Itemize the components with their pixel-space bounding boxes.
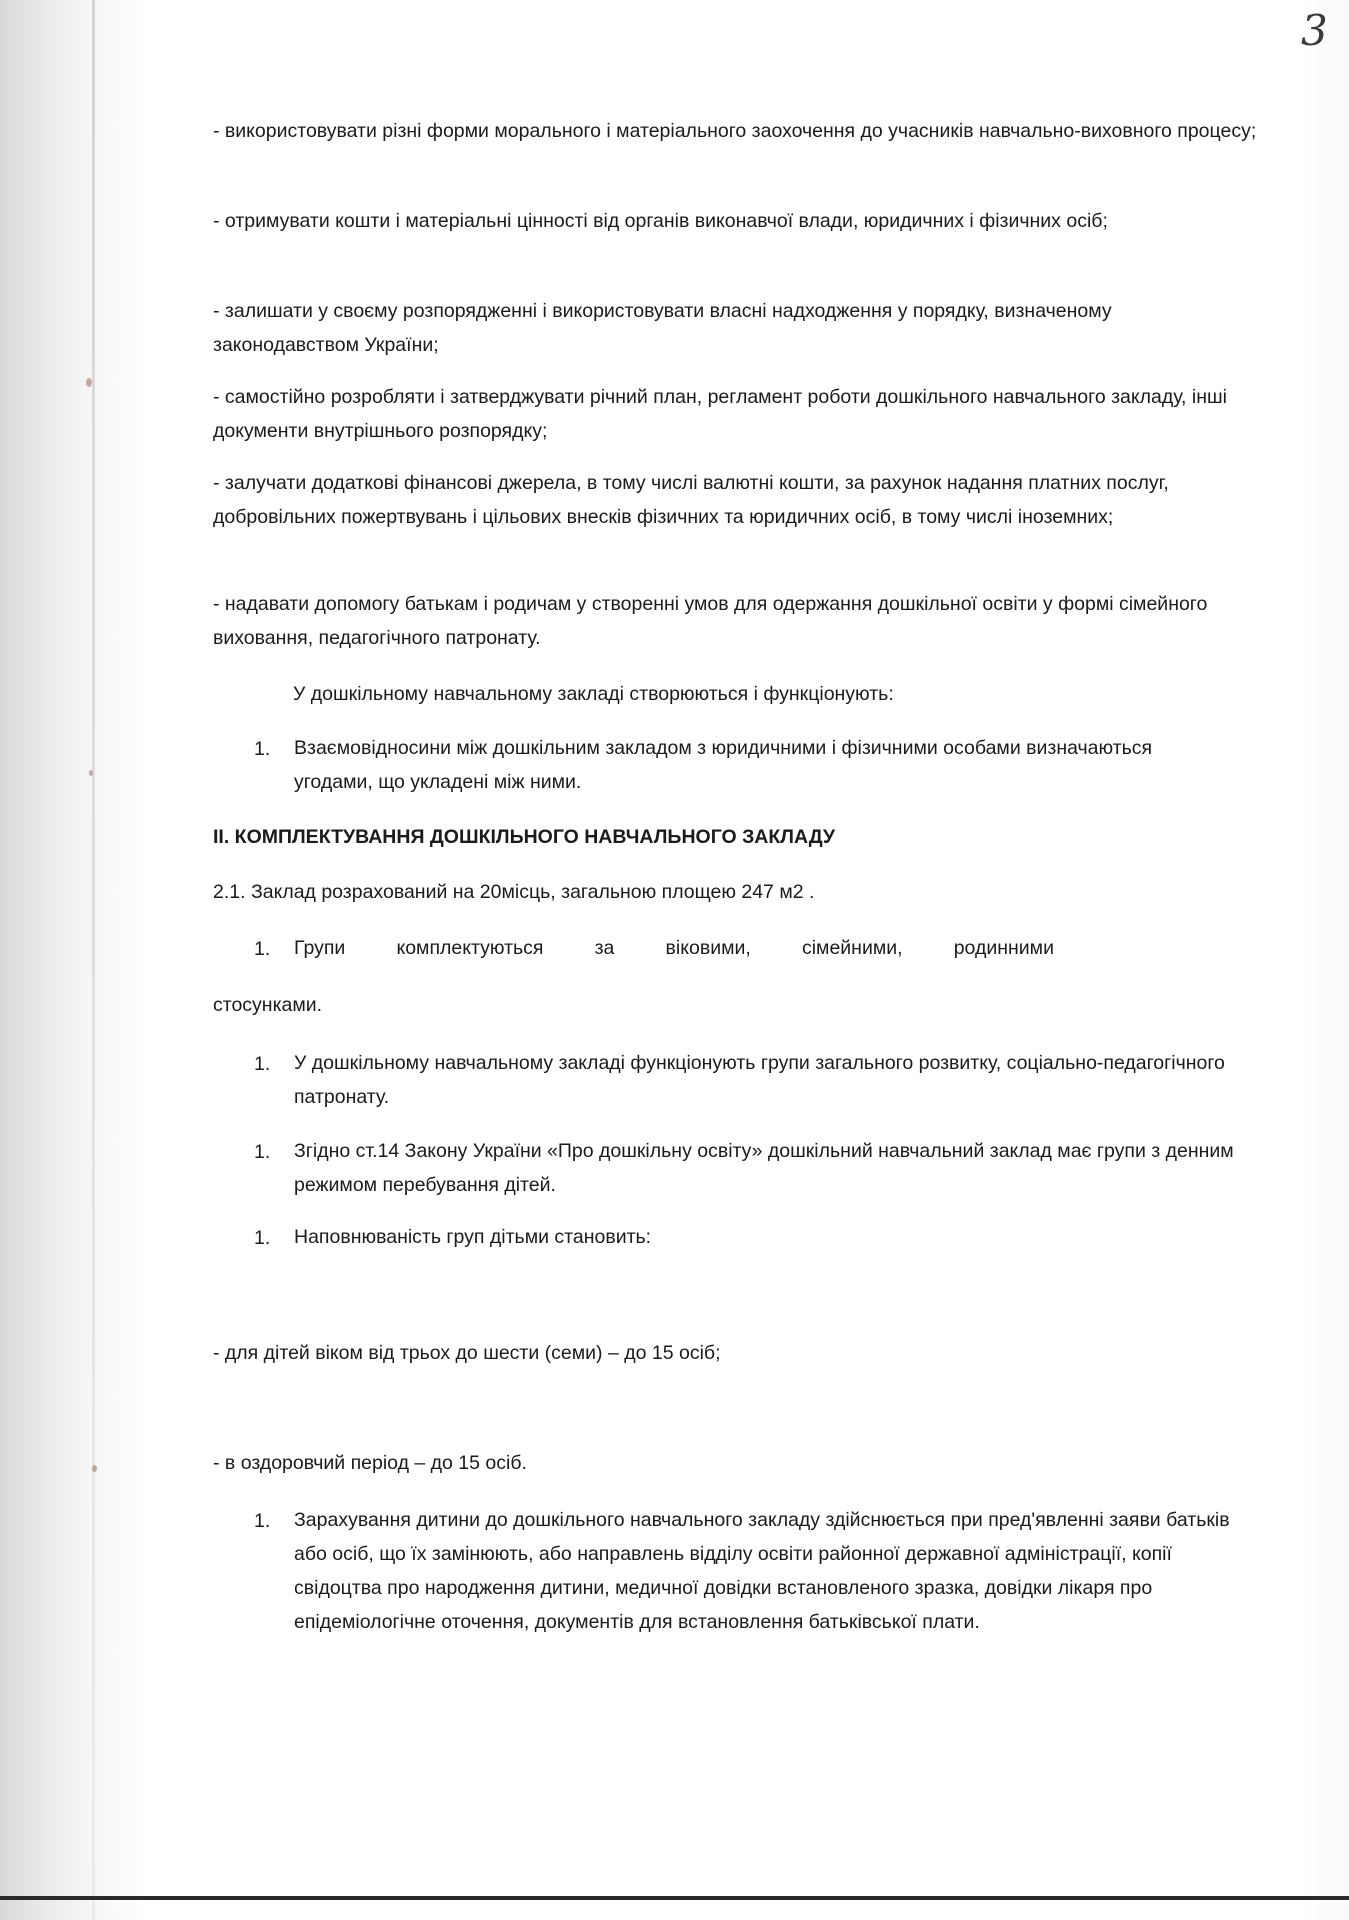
- section-heading: II. КОМПЛЕКТУВАННЯ ДОШКІЛЬНОГО НАВЧАЛЬНОГО ЗАКЛАДУ: [213, 826, 836, 848]
- age-limit-line: - для дітей віком від трьох до шести (семи) – до 15 осіб;: [213, 1342, 721, 1364]
- list-item-intro-1: - використовувати різні форми морального і матеріального заохочення до учасників навчально-виховного процесу;: [213, 120, 1257, 142]
- list-item-intro-5: - залучати додаткові фінансові джерела, в тому числі валютні кошти, за рахунок надання платних послуг, добровільних пожертвувань і цільових внесків фізичних та юридичних осіб, в тому числі іноземних;: [213, 472, 1169, 528]
- groups-word: Групи: [294, 937, 346, 959]
- scan-bottom-edge: [0, 1896, 1349, 1900]
- created-functioning-line: У дошкільному навчальному закладі створюються і функціонують:: [293, 683, 894, 705]
- list-item-intro-3: - залишати у своєму розпорядженні і використовувати власні надходження у порядку, визначеному законодавством України;: [213, 300, 1112, 356]
- page-fold-shadow: [92, 0, 95, 1920]
- binding-hole-mark: [89, 770, 93, 776]
- groups-word: комплектуються: [396, 937, 544, 959]
- binding-hole-mark: [86, 378, 92, 387]
- functioning-item: У дошкільному навчальному закладі функціонують групи загального розвитку, соціально-педагогічного патронату.: [294, 1052, 1225, 1108]
- groups-word: сімейними,: [801, 937, 903, 959]
- groups-word: віковими,: [665, 937, 751, 959]
- list-item-intro-4: - самостійно розробляти і затверджувати річний план, регламент роботи дошкільного навчального закладу, інші документи внутрішнього розпорядку;: [213, 386, 1227, 442]
- item-number: 1.: [254, 1227, 271, 1249]
- capacity-line: 2.1. Заклад розрахований на 20місць, загальною площею 247 м2 .: [213, 881, 815, 903]
- enrollment-item: Зарахування дитини до дошкільного навчального закладу здійснюється при пред'явленні заяви батьків або осіб, що їх замінюють, або направлень відділу освіти районної державної адміністрації, копії свідоцтва про народження дитини, медичної довідки встановленого зразка, довідки лікаря про епідеміологічне оточення, документів для встановлення батьківської плати.: [294, 1509, 1230, 1633]
- groups-item: [294, 931, 1054, 965]
- groups-word: за: [594, 937, 615, 959]
- groups-word: родинними: [953, 937, 1054, 959]
- item-number: 1.: [254, 1510, 271, 1532]
- health-period-line: - в оздоровчий період – до 15 осіб.: [213, 1452, 527, 1474]
- law-item: Згідно ст.14 Закону України «Про дошкільну освіту» дошкільний навчальний заклад має групи з денним режимом перебування дітей.: [294, 1140, 1234, 1196]
- binding-hole-mark: [92, 1465, 97, 1472]
- groups-continuation: стосунками.: [213, 994, 323, 1016]
- item-number: 1.: [254, 938, 271, 960]
- item-number: 1.: [254, 1141, 271, 1163]
- item-number: 1.: [254, 1053, 271, 1075]
- list-item-intro-6: - надавати допомогу батькам і родичам у створенні умов для одержання дошкільної освіти у формі сімейного виховання, педагогічного патронату.: [213, 593, 1208, 649]
- relations-item: Взаємовідносини між дошкільним закладом з юридичними і фізичними особами визначаються угодами, що укладені між ними.: [294, 737, 1153, 793]
- list-item-intro-2: - отримувати кошти і матеріальні цінності від органів виконавчої влади, юридичних і фізичних осіб;: [213, 210, 1108, 232]
- page-number: 3: [1301, 6, 1328, 55]
- occupancy-item: Наповнюваність груп дітьми становить:: [294, 1226, 652, 1248]
- item-number: 1.: [254, 738, 271, 760]
